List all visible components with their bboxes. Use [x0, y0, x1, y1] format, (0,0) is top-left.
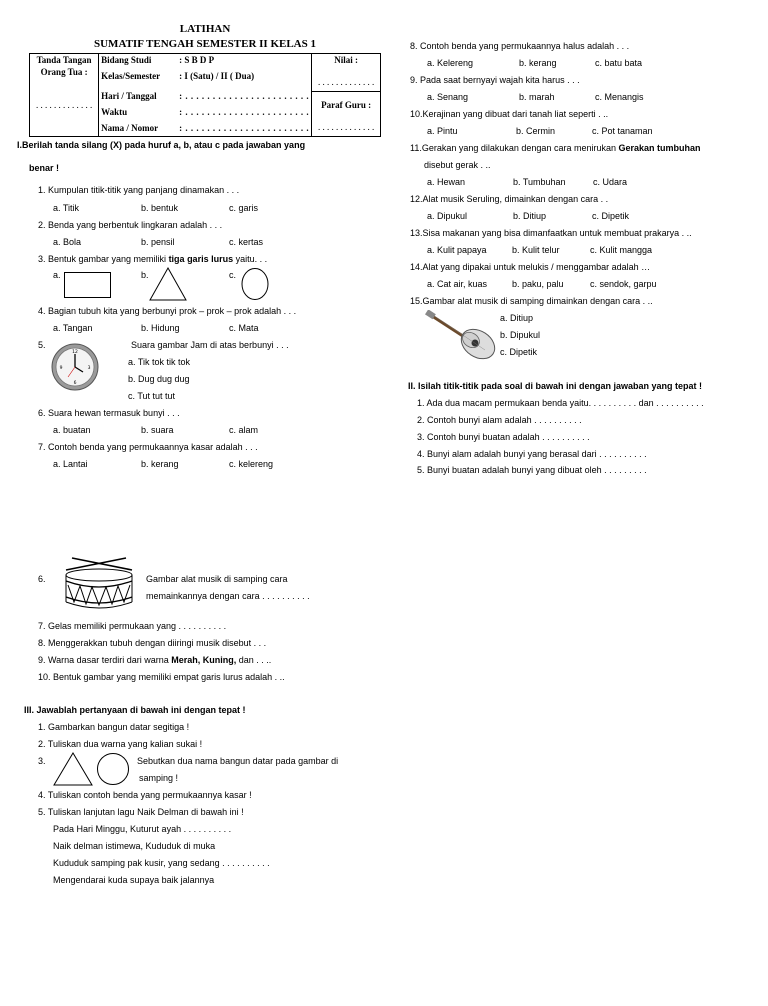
question-1: 1. Kumpulan titik-titik yang panjang dinamakan . . . — [38, 185, 240, 195]
hari-value: : . . . . . . . . . . . . . . . . . . . . . . . — [179, 91, 310, 101]
section2-heading: II. Isilah titik-titik pada soal di bawah ini dengan jawaban yang tepat ! — [408, 381, 703, 391]
song-line-4: Mengendarai kuda supaya baik jalannya — [53, 875, 215, 885]
q5-option-b: b. Dug dug dug — [128, 374, 190, 384]
q8-option-a: a. Kelereng — [427, 58, 474, 68]
question-5: Suara gambar Jam di atas berbunyi . . . — [131, 340, 289, 350]
question-5-number: 5. — [38, 340, 46, 350]
q2-option-b: b. pensil — [141, 237, 175, 247]
q14-option-c: c. sendok, garpu — [590, 279, 657, 289]
q11-option-c: c. Udara — [593, 177, 628, 187]
song-line-2: Naik delman istimewa, Kududuk di muka — [53, 841, 216, 851]
song-line-3: Kududuk samping pak kusir, yang sedang . . . . . . . . . . — [53, 858, 270, 868]
s2-question-9: 9. Warna dasar terdiri dari warna Merah, Kuning, dan . . .. — [38, 655, 272, 665]
nilai-dots: . . . . . . . . . . . . . — [317, 77, 375, 87]
bidang-label: Bidang Studi — [101, 55, 152, 65]
q15-option-a: a. Ditiup — [500, 313, 534, 323]
waktu-label: Waktu — [101, 107, 128, 117]
s3-question-1: 1. Gambarkan bangun datar segitiga ! — [38, 722, 190, 732]
s2-question-3: 3. Contoh bunyi buatan adalah . . . . . . . . . . — [417, 432, 590, 442]
q7-option-a: a. Lantai — [53, 459, 88, 469]
circle-shape — [240, 267, 270, 301]
nama-value: : . . . . . . . . . . . . . . . . . . . . . . . — [179, 123, 310, 133]
circle-shape-2 — [96, 752, 130, 786]
s3-question-3-number: 3. — [38, 756, 46, 766]
q9-option-c: c. Menangis — [595, 92, 644, 102]
s2-question-7: 7. Gelas memiliki permukaan yang . . . . . . . . . . — [38, 621, 227, 631]
s2-question-6-number: 6. — [38, 574, 46, 584]
q8-option-c: c. batu bata — [595, 58, 643, 68]
question-15: 15.Gambar alat musik di samping dimainkan dengan cara . .. — [410, 296, 653, 306]
q9-option-a: a. Senang — [427, 92, 469, 102]
triangle-shape — [148, 266, 188, 302]
hari-label: Hari / Tanggal — [101, 91, 157, 101]
q12-option-c: c. Dipetik — [592, 211, 630, 221]
triangle-shape-2 — [52, 751, 94, 787]
q11-option-a: a. Hewan — [427, 177, 466, 187]
section1-heading: I.Berilah tanda silang (X) pada huruf a, b, atau c pada jawaban yang — [17, 140, 306, 150]
q5-option-c: c. Tut tut tut — [128, 391, 176, 401]
nama-label: Nama / Nomor — [101, 123, 159, 133]
s2-question-6: Gambar alat musik di samping cara — [146, 574, 288, 584]
s2-question-2: 2. Contoh bunyi alam adalah . . . . . . . . . . — [417, 415, 582, 425]
drum-icon — [60, 556, 140, 613]
question-2: 2. Benda yang berbentuk lingkaran adalah . . . — [38, 220, 223, 230]
question-3: 3. Bentuk gambar yang memiliki tiga garis lurus yaitu. . . — [38, 254, 268, 264]
q3-option-c: c. — [229, 270, 237, 280]
kelas-value: : I (Satu) / II ( Dua) — [179, 71, 255, 81]
question-4: 4. Bagian tubuh kita yang berbunyi prok – prok – prok adalah . . . — [38, 306, 297, 316]
info-cell — [99, 54, 312, 137]
svg-text:9: 9 — [59, 366, 63, 371]
q14-option-a: a. Cat air, kuas — [427, 279, 488, 289]
q13-option-c: c. Kulit mangga — [590, 245, 653, 255]
q13-option-a: a. Kulit papaya — [427, 245, 487, 255]
q7-option-b: b. kerang — [141, 459, 179, 469]
q13-option-b: b. Kulit telur — [512, 245, 560, 255]
section1-heading-cont: benar ! — [29, 163, 60, 173]
identity-table — [29, 53, 381, 137]
s2-question-1: 1. Ada dua macam permukaan benda yaitu. . . . . . . . . . dan . . . . . . . . . . — [417, 398, 704, 408]
q2-option-c: c. kertas — [229, 237, 264, 247]
ttd-cell — [30, 54, 99, 137]
q12-option-a: a. Dipukul — [427, 211, 468, 221]
q8-option-b: b. kerang — [519, 58, 557, 68]
q12-option-b: b. Ditiup — [513, 211, 547, 221]
q1-option-b: b. bentuk — [141, 203, 179, 213]
kelas-label: Kelas/Semester — [101, 71, 161, 81]
question-13: 13.Sisa makanan yang bisa dimanfaatkan untuk membuat prakarya . .. — [410, 228, 692, 238]
s2-question-5: 5. Bunyi buatan adalah bunyi yang dibuat oleh . . . . . . . . . — [417, 465, 647, 475]
q4-option-c: c. Mata — [229, 323, 259, 333]
ttd-dots: . . . . . . . . . . . . . — [35, 100, 93, 110]
q4-option-b: b. Hidung — [141, 323, 180, 333]
svg-text:12: 12 — [72, 350, 78, 355]
q6-option-c: c. alam — [229, 425, 259, 435]
ttd-label: Tanda Tangan Orang Tua : — [36, 55, 92, 77]
q2-option-a: a. Bola — [53, 237, 82, 247]
nilai-label: Nilai : — [334, 55, 358, 65]
question-14: 14.Alat yang dipakai untuk melukis / menggambar adalah … — [410, 262, 651, 272]
q1-option-a: a. Titik — [53, 203, 80, 213]
q10-option-b: b. Cermin — [516, 126, 556, 136]
q10-option-a: a. Pintu — [427, 126, 458, 136]
q7-option-c: c. kelereng — [229, 459, 274, 469]
q3-option-b: b. — [141, 270, 149, 280]
q4-option-a: a. Tangan — [53, 323, 93, 333]
title-latihan: LATIHAN — [179, 23, 231, 35]
section3-heading: III. Jawablah pertanyaan di bawah ini dengan tepat ! — [24, 705, 246, 715]
rectangle-shape — [64, 272, 111, 298]
guitar-icon — [425, 310, 500, 362]
paraf-label: Paraf Guru : — [312, 91, 380, 110]
s3-question-3: Sebutkan dua nama bangun datar pada gambar di — [137, 756, 339, 766]
s2-question-6-cont: memainkannya dengan cara . . . . . . . . . . — [146, 591, 310, 601]
s3-question-5: 5. Tuliskan lanjutan lagu Naik Delman di bawah ini ! — [38, 807, 244, 817]
question-12: 12.Alat musik Seruling, dimainkan dengan cara . . — [410, 194, 609, 204]
title-sumatif: SUMATIF TENGAH SEMESTER II KELAS 1 — [94, 38, 316, 50]
q1-option-c: c. garis — [229, 203, 259, 213]
q15-option-b: b. Dipukul — [500, 330, 541, 340]
question-9: 9. Pada saat bernyayi wajah kita harus . . . — [410, 75, 580, 85]
question-10: 10.Kerajinan yang dibuat dari tanah liat seperti . .. — [410, 109, 609, 119]
question-8: 8. Contoh benda yang permukaannya halus adalah . . . — [410, 41, 630, 51]
s2-question-4: 4. Bunyi alam adalah bunyi yang berasal dari . . . . . . . . . . — [417, 449, 647, 459]
s2-question-10: 10. Bentuk gambar yang memiliki empat garis lurus adalah . .. — [38, 672, 285, 682]
q14-option-b: b. paku, palu — [512, 279, 564, 289]
wall-clock-icon — [50, 341, 100, 393]
q6-option-a: a. buatan — [53, 425, 91, 435]
question-11: 11.Gerakan yang dilakukan dengan cara menirukan Gerakan tumbuhan — [410, 143, 701, 153]
svg-text:6: 6 — [73, 381, 77, 386]
svg-text:3: 3 — [87, 366, 91, 371]
nilai-cell — [312, 54, 381, 137]
q3-option-a: a. — [53, 270, 61, 280]
question-11-cont: disebut gerak . .. — [424, 160, 491, 170]
q5-option-a: a. Tik tok tik tok — [128, 357, 191, 367]
q9-option-b: b. marah — [519, 92, 555, 102]
question-6: 6. Suara hewan termasuk bunyi . . . — [38, 408, 180, 418]
bidang-value: : S B D P — [179, 55, 215, 65]
s2-question-8: 8. Menggerakkan tubuh dengan diiringi musik disebut . . . — [38, 638, 267, 648]
q6-option-b: b. suara — [141, 425, 174, 435]
song-line-1: Pada Hari Minggu, Kuturut ayah . . . . . . . . . . — [53, 824, 232, 834]
s3-question-4: 4. Tuliskan contoh benda yang permukaannya kasar ! — [38, 790, 252, 800]
question-7: 7. Contoh benda yang permukaannya kasar adalah . . . — [38, 442, 258, 452]
q15-option-c: c. Dipetik — [500, 347, 538, 357]
q10-option-c: c. Pot tanaman — [592, 126, 653, 136]
q11-option-b: b. Tumbuhan — [513, 177, 566, 187]
waktu-value: : . . . . . . . . . . . . . . . . . . . . . . . — [179, 107, 310, 117]
s3-question-2: 2. Tuliskan dua warna yang kalian sukai ! — [38, 739, 203, 749]
s3-question-3-cont: samping ! — [139, 773, 179, 783]
paraf-dots: . . . . . . . . . . . . . — [317, 122, 375, 132]
